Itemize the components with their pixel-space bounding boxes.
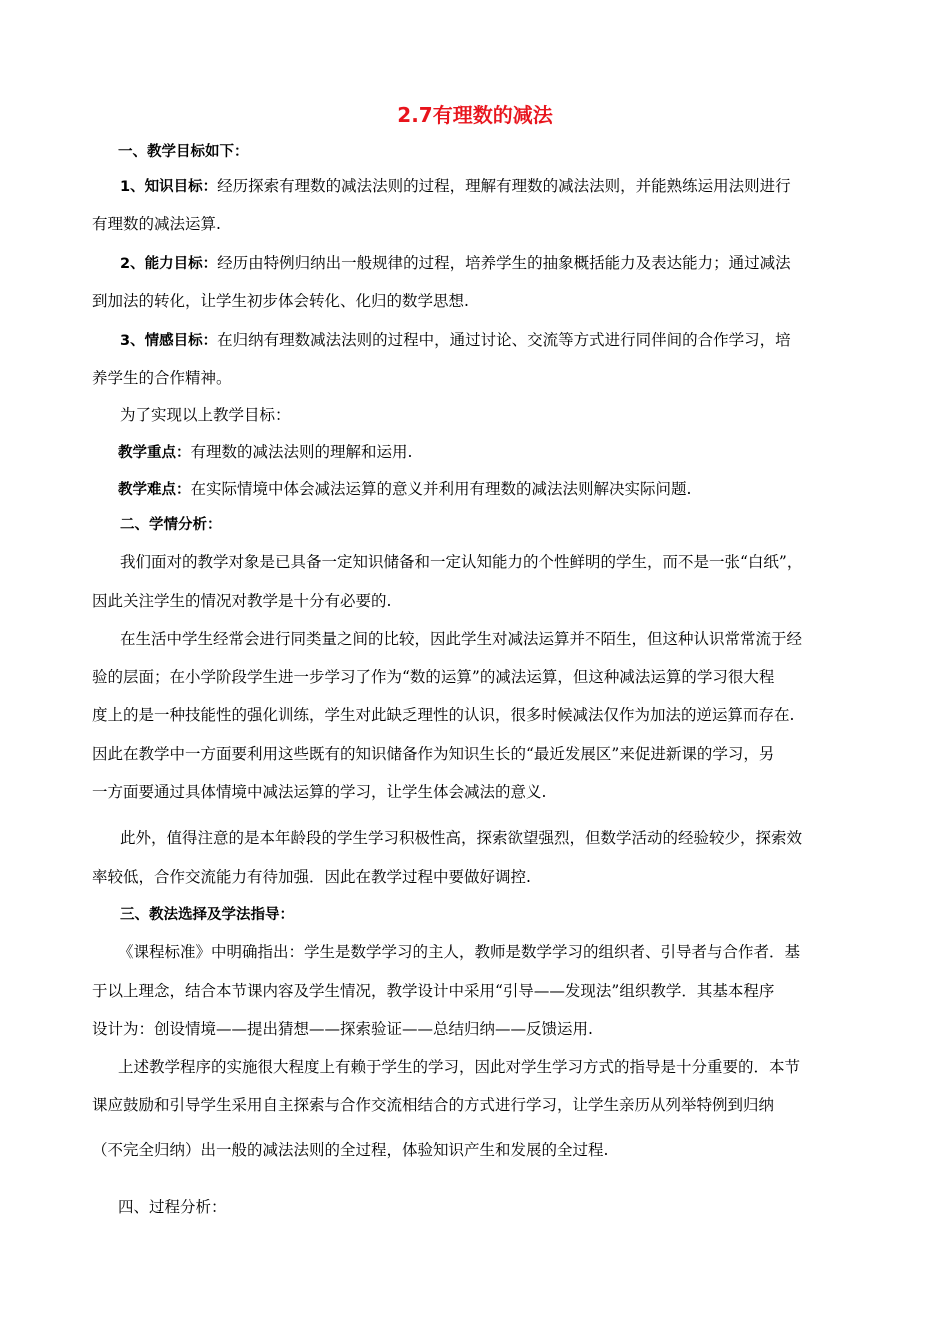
teaching-difficulty (118, 478, 691, 501)
paragraph-line: 一方面要通过具体情境中减法运算的学习，让学生体会减法的意义. (92, 783, 547, 801)
teaching-key-point (118, 441, 412, 464)
goal-label: 3、情感目标： (120, 333, 218, 349)
goal-label: 1、知识目标： (120, 179, 218, 195)
paragraph-line: 我们面对的教学对象是已具备一定知识储备和一定认知能力的个性鲜明的学生，而不是一张“白纸”， (120, 553, 803, 571)
page-title: 2.7有理数的减法 (397, 103, 553, 127)
section-heading-process: 四、过程分析： (118, 1198, 227, 1216)
intro-text: 为了实现以上教学目标： (120, 406, 291, 424)
goal-text: 经历由特例归纳出一般规律的过程，培养学生的抽象概括能力及表达能力；通过减法 (217, 254, 791, 272)
paragraph-line: 设计为：创设情境——提出猜想——探索验证——总结归纳——反馈运用. (92, 1020, 593, 1038)
paragraph-line: 因此关注学生的情况对教学是十分有必要的. (92, 592, 392, 610)
paragraph-line: 于以上理念，结合本节课内容及学生情况，教学设计中采用“引导——发现法”组织教学．其基本程序 (92, 982, 775, 1000)
goal-text: 在归纳有理数减法法则的过程中，通过讨论、交流等方式进行同伴间的合作学习，培 (217, 331, 791, 349)
paragraph-line: 养学生的合作精神。 (92, 369, 232, 387)
goal-label: 2、能力目标： (120, 256, 218, 272)
goal-emotion (120, 329, 791, 352)
paragraph-line: 验的层面；在小学阶段学生进一步学习了作为“数的运算”的减法运算，但这种减法运算的学习很大程 (92, 668, 775, 686)
paragraph-line: 在生活中学生经常会进行同类量之间的比较，因此学生对减法运算并不陌生，但这种认识常常流于经 (120, 630, 803, 648)
paragraph-line: 度上的是一种技能性的强化训练，学生对此缺乏理性的认识，很多时候减法仅作为加法的逆运算而存在. (92, 706, 795, 724)
paragraph-line: 率较低，合作交流能力有待加强．因此在教学过程中要做好调控. (92, 868, 531, 886)
paragraph-line: 《课程标准》中明确指出：学生是数学学习的主人，教师是数学学习的组织者、引导者与合作者．基 (118, 943, 801, 961)
paragraph-line: （不完全归纳）出一般的减法法则的全过程，体验知识产生和发展的全过程. (92, 1141, 609, 1159)
paragraph-line: 有理数的减法运算. (92, 215, 221, 233)
section-heading-methods: 三、教法选择及学法指导： (120, 907, 294, 923)
difficulty-text: 在实际情境中体会减法运算的意义并利用有理数的减法法则解决实际问题. (190, 480, 692, 498)
paragraph-line: 到加法的转化，让学生初步体会转化、化归的数学思想. (92, 292, 469, 310)
key-text: 有理数的减法法则的理解和运用. (190, 443, 413, 461)
section-heading-objectives: 一、教学目标如下： (118, 144, 249, 160)
goal-ability (120, 252, 791, 275)
difficulty-label: 教学难点： (118, 482, 191, 498)
paragraph-line: 课应鼓励和引导学生采用自主探索与合作交流相结合的方式进行学习，让学生亲历从列举特例到归纳 (92, 1096, 775, 1114)
goal-text: 经历探索有理数的减法法则的过程，理解有理数的减法法则，并能熟练运用法则进行 (217, 177, 791, 195)
section-heading-analysis: 二、学情分析： (120, 517, 222, 533)
paragraph-line: 因此在教学中一方面要利用这些既有的知识储备作为知识生长的“最近发展区”来促进新课的学习，另 (92, 745, 775, 763)
key-label: 教学重点： (118, 445, 191, 461)
paragraph-line: 上述教学程序的实施很大程度上有赖于学生的学习，因此对学生学习方式的指导是十分重要的．本节 (118, 1058, 801, 1076)
paragraph-line: 此外，值得注意的是本年龄段的学生学习积极性高，探索欲望强烈，但数学活动的经验较少，探索效 (120, 829, 803, 847)
goal-knowledge (120, 175, 791, 198)
